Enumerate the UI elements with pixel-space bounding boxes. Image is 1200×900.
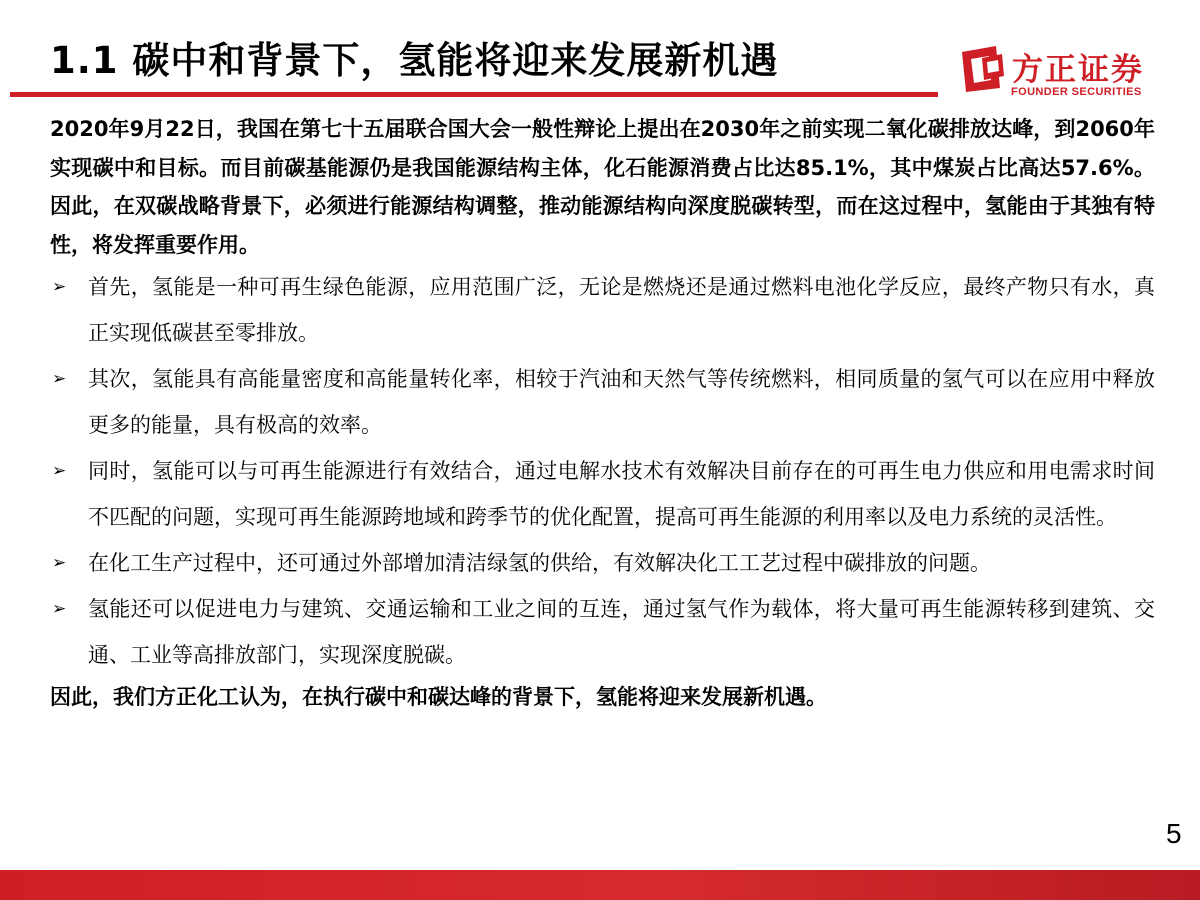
footer-bar	[0, 870, 1200, 900]
list-item	[50, 356, 1155, 448]
logo-name-en: FOUNDER SECURITIES	[1011, 86, 1142, 98]
list-item	[50, 586, 1155, 678]
arrow-bullet-icon: ➢	[52, 461, 67, 481]
list-item	[50, 448, 1155, 540]
conclusion-paragraph: 因此，我们方正化工认为，在执行碳中和碳达峰的背景下，氢能将迎来发展新机遇。	[50, 685, 827, 709]
bullet-text: 其次，氢能具有高能量密度和高能量转化率，相较于汽油和天然气等传统燃料，相同质量的氢气可以在应用中释放更多的能量，具有极高的效率。	[88, 367, 1155, 437]
slide-body	[50, 110, 1155, 716]
bullet-text: 首先，氢能是一种可再生绿色能源，应用范围广泛，无论是燃烧还是通过燃料电池化学反应，最终产物只有水，真正实现低碳甚至零排放。	[88, 275, 1155, 345]
list-item	[50, 540, 1155, 586]
founder-securities-logo	[958, 42, 1158, 102]
title-underline	[10, 92, 938, 97]
logo-name-cn: 方正证券	[1012, 52, 1144, 88]
bullet-text: 氢能还可以促进电力与建筑、交通运输和工业之间的互连，通过氢气作为载体，将大量可再生能源转移到建筑、交通、工业等高排放部门，实现深度脱碳。	[88, 597, 1155, 667]
intro-paragraph: 2020年9月22日，我国在第七十五届联合国大会一般性辩论上提出在2030年之前实现二氧化碳排放达峰，到2060年实现碳中和目标。而目前碳基能源仍是我国能源结构主体，化石能源消费占比达85.1%，其中煤炭占比高达57.6%。因此，在双碳战略背景下，必须进行能源结构调整，推动能源结构向深度脱碳转型，而在这过程中，氢能由于其独有特性，将发挥重要作用。	[50, 117, 1155, 257]
bullet-text: 在化工生产过程中，还可通过外部增加清洁绿氢的供给，有效解决化工工艺过程中碳排放的问题。	[88, 551, 991, 575]
page-title: 1.1 碳中和背景下，氢能将迎来发展新机遇	[50, 39, 779, 82]
bullet-list	[50, 264, 1155, 678]
bullet-text: 同时，氢能可以与可再生能源进行有效结合，通过电解水技术有效解决目前存在的可再生电力供应和用电需求时间不匹配的问题，实现可再生能源跨地域和跨季节的优化配置，提高可再生能源的利用率以及电力系统的灵活性。	[88, 459, 1155, 529]
arrow-bullet-icon: ➢	[52, 277, 67, 297]
arrow-bullet-icon: ➢	[52, 553, 67, 573]
page-number: 5	[1166, 818, 1182, 849]
arrow-bullet-icon: ➢	[52, 369, 67, 389]
list-item	[50, 264, 1155, 356]
arrow-bullet-icon: ➢	[52, 599, 67, 619]
logo-mark-icon	[958, 42, 1004, 94]
